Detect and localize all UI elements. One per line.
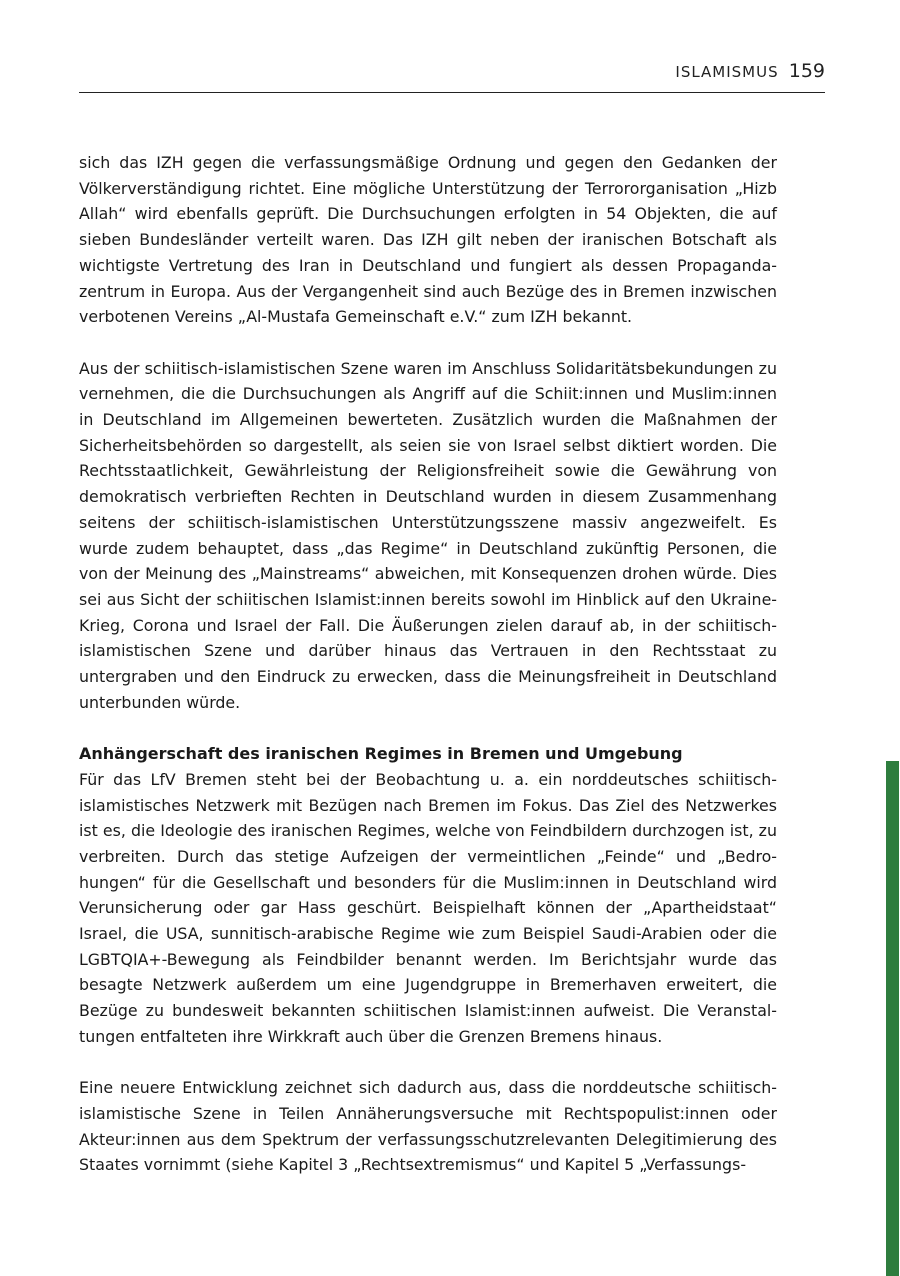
section-name: ISLAMISMUS [675, 63, 779, 81]
section-heading: Anhängerschaft des iranischen Regimes in Bremen und Umgebung [79, 744, 683, 764]
paragraph-4: Eine neuere Entwicklung zeichnet sich dadurch aus, dass die norddeutsche schiitisch-islamistische Szene in Teilen Annäherungsversuche mit Rechtspopulist:innen oder Akteur:innen aus dem Spektrum der verfassungsschutzrelevanten Delegitimierung des Staates vornimmt (siehe Kapitel 3 „Rechtsextremismus“ und Kapitel 5 „Verfassungs- [79, 1078, 777, 1175]
paragraph-2: Aus der schiitisch-islamistischen Szene waren im Anschluss Solidaritätsbekundungen zu vernehmen, die die Durchsuchungen als Angriff auf die Schiit:innen und Muslim:innen in Deutschland im Allgemeinen bewerteten. Zusätzlich wurden die Maßnahmen der Sicherheitsbehörden so dargestellt, als seien sie von Israel selbst diktiert worden. Die Rechtsstaatlichkeit, Gewährleistung der Religionsfreiheit sowie die Gewährung von demokratisch verbrieften Rechten in Deutschland wurden in diesem Zusammenhang seitens der schiitisch-islamistischen Unterstützungsszene massiv angezweifelt. Es wurde zudem behauptet, dass „das Regime“ in Deutschland zukünftig Personen, die von der Meinung des „Mainstreams“ abweichen, mit Konsequenzen drohen würde. Dies sei aus Sicht der schiitischen Islamist:innen bereits sowohl im Hinblick auf den Ukraine-Krieg, Corona und Israel der Fall. Die Äußerungen zielen darauf ab, in der schiitisch-islamistischen Szene und darüber hinaus das Vertrauen in den Rechtsstaat zu untergraben und den Eindruck zu erwecken, dass die Meinungsfreiheit in Deutschland unterbunden würde. [79, 358, 777, 712]
running-head [675, 60, 825, 82]
paragraph-3: Für das LfV Bremen steht bei der Beobachtung u. a. ein norddeutsches schiitisch-islamistisches Netzwerk mit Bezügen nach Bremen im Fokus. Das Ziel des Netzwerkes ist es, die Ideologie des iranischen Regimes, welche von Feindbildern durchzogen ist, zu verbreiten. Durch das stetige Aufzeigen der vermeintlichen „Feinde“ und „Bedrohungen“ für die Gesellschaft und besonders für die Muslim:innen in Deutschland wird Verunsicherung oder gar Hass geschürt. Beispielhaft können der „Apartheidstaat“ Israel, die USA, sunnitisch-arabische Regime wie zum Beispiel Saudi-Arabien oder die LGBTQIA+-Bewegung als Feindbilder benannt werden. Im Berichtsjahr wurde das besagte Netzwerk außerdem um eine Jugendgruppe in Bremerhaven erweitert, die Bezüge zu bundesweit bekannten schiitischen Islamist:innen aufweist. Die Veranstaltungen entfalteten ihre Wirkkraft auch über die Grenzen Bremens hinaus. [79, 769, 777, 1046]
chapter-marker-tab [886, 761, 899, 1276]
body-text [79, 150, 777, 1204]
page-number: 159 [788, 60, 825, 82]
page-header [79, 56, 825, 93]
paragraph-1: sich das IZH gegen die verfassungsmäßige Ordnung und gegen den Gedanken der Völkerverständigung richtet. Eine mögliche Unterstützung der Terrororganisation „Hizb Allah“ wird ebenfalls geprüft. Die Durchsuchungen erfolgten in 54 Objekten, die auf sieben Bundesländer verteilt waren. Das IZH gilt neben der iranischen Botschaft als wichtigste Vertretung des Iran in Deutschland und fungiert als dessen Propagandazentrum in Europa. Aus der Vergangenheit sind auch Bezüge des in Bremen inzwischen verbotenen Vereins „Al-Mustafa Gemeinschaft e.V.“ zum IZH bekannt. [79, 153, 777, 327]
